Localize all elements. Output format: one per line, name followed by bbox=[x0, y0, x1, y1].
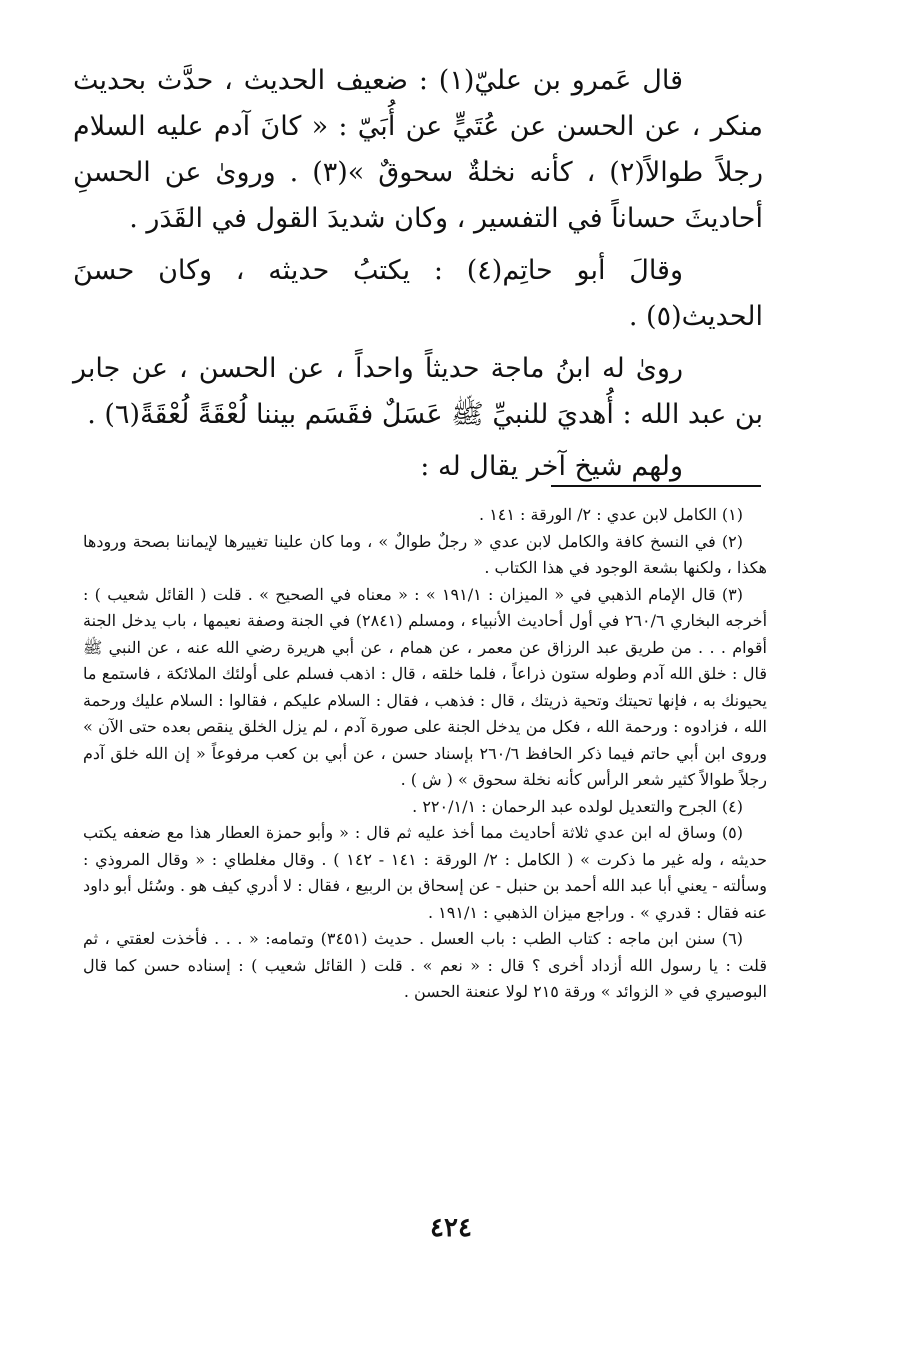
footnote-1: (١) الكامل لابن عدي : ٢/ الورقة : ١٤١ . bbox=[479, 505, 743, 524]
footnote-4: (٤) الجرح والتعديل لولده عبد الرحمان : ٢٢٠/١/١ . bbox=[412, 796, 743, 816]
paragraph-another-sheikh: ولهم شيخ آخر يقال له : bbox=[420, 451, 683, 482]
footnotes bbox=[83, 502, 767, 1006]
paragraph-ibn-majah: روىٰ له ابنُ ماجة حديثاً واحداً ، عن الحسن ، عن جابر بن عبد الله : أُهديَ للنبيِّ ﷺ عَسَلٌ فقَسَم بيننا لُعْقَةً لُعْقَةً(٦) . bbox=[73, 353, 763, 430]
footnote-separator bbox=[551, 485, 761, 487]
footnote-2: (٢) في النسخ كافة والكامل لابن عدي « رجلٌ طوالٌ » ، وما كان علينا تغييرها لإيماننا بصحة ورودها هكذا ، ولكنها بشعة الوجود في هذا الكتاب . bbox=[83, 531, 767, 577]
footnote-6: (٦) سنن ابن ماجه : كتاب الطب : باب العسل . حديث (٣٤٥١) وتمامه: « . . . فأخذت لعقتي ، ثم قلت : يا رسول الله أزداد أخرى ؟ قال : « نعم » . قلت ( القائل شعيب ) : إسناده حسن كما قال البوصيري في « الزوائد » ورقة ٢١٥ لولا عنعنة الحسن . bbox=[83, 929, 767, 1001]
paragraph-amr-bin-ali: قال عَمرو بن عليّ(١) : ضعيف الحديث ، حدَّث بحديث منكر ، عن الحسن عن عُتَيٍّ عن أُبَيّ : « كانَ آدم عليه السلام رجلاً طوالاً(٢) ، كأنه نخلةٌ سحوقٌ »(٣) . وروىٰ عن الحسنِ أحاديثَ حساناً في التفسير ، وكان شديدَ القول في القَدَر . bbox=[73, 65, 764, 234]
page-number: ٤٢٤ bbox=[430, 1213, 472, 1243]
footnote-5: (٥) وساق له ابن عدي ثلاثة أحاديث مما أخذ عليه ثم قال : « وأبو حمزة العطار هذا مع ضعفه يكتب حديثه ، وله غير ما ذكرت » ( الكامل : ٢/ الورقة : ١٤١ - ١٤٢ ) . وقال مغلطاي : « وقال المروذي : وسألته - يعني أبا عبد الله أحمد بن حنبل - عن إسحاق بن الربيع ، فقال : لا أدري كيف هو . وسُئل أبو داود عنه فقال : قدري » . وراجع ميزان الذهبي : ١٩١/١ . bbox=[83, 823, 768, 922]
footnote-3: (٣) قال الإمام الذهبي في « الميزان : ١٩١/١ » : « معناه في الصحيح » . قلت ( القائل شعيب ) : أخرجه البخاري ٢٦٠/٦ في أول أحاديث الأنبياء ، ومسلم (٢٨٤١) في الجنة وصفة نعيمها ، باب يدخل الجنة أقوام . . . من طريق عبد الرزاق عن معمر ، عن همام ، عن أبي هريرة رضي الله عنه ، عن النبي ﷺ قال : خلق الله آدم وطوله ستون ذراعاً ، فلما خلقه ، قال : اذهب فسلم على أولئك الملائكة ، فاستمع ما يحيونك به ، فإنها تحيتك وتحية ذريتك ، قال : فذهب ، فقال : السلام عليكم ، فقالوا : السلام عليك ورحمة الله ، فزادوه : ورحمة الله ، فكل من يدخل الجنة على صورة آدم ، لم يزل الخلق ينقص بعده حتى الآن » وروى ابن أبي حاتم فيما ذكر الحافظ ٢٦٠/٦ بإسناد حسن ، عن أبي بن كعب مرفوعاً « إن الله خلق آدم رجلاً طوالاً كثير شعر الرأس كأنه نخلة سحوق » ( ش ) . bbox=[83, 584, 768, 789]
main-text bbox=[73, 58, 763, 496]
paragraph-abu-hatim: وقالَ أبو حاتِم(٤) : يكتبُ حديثه ، وكان حسنَ الحديث(٥) . bbox=[73, 255, 763, 332]
